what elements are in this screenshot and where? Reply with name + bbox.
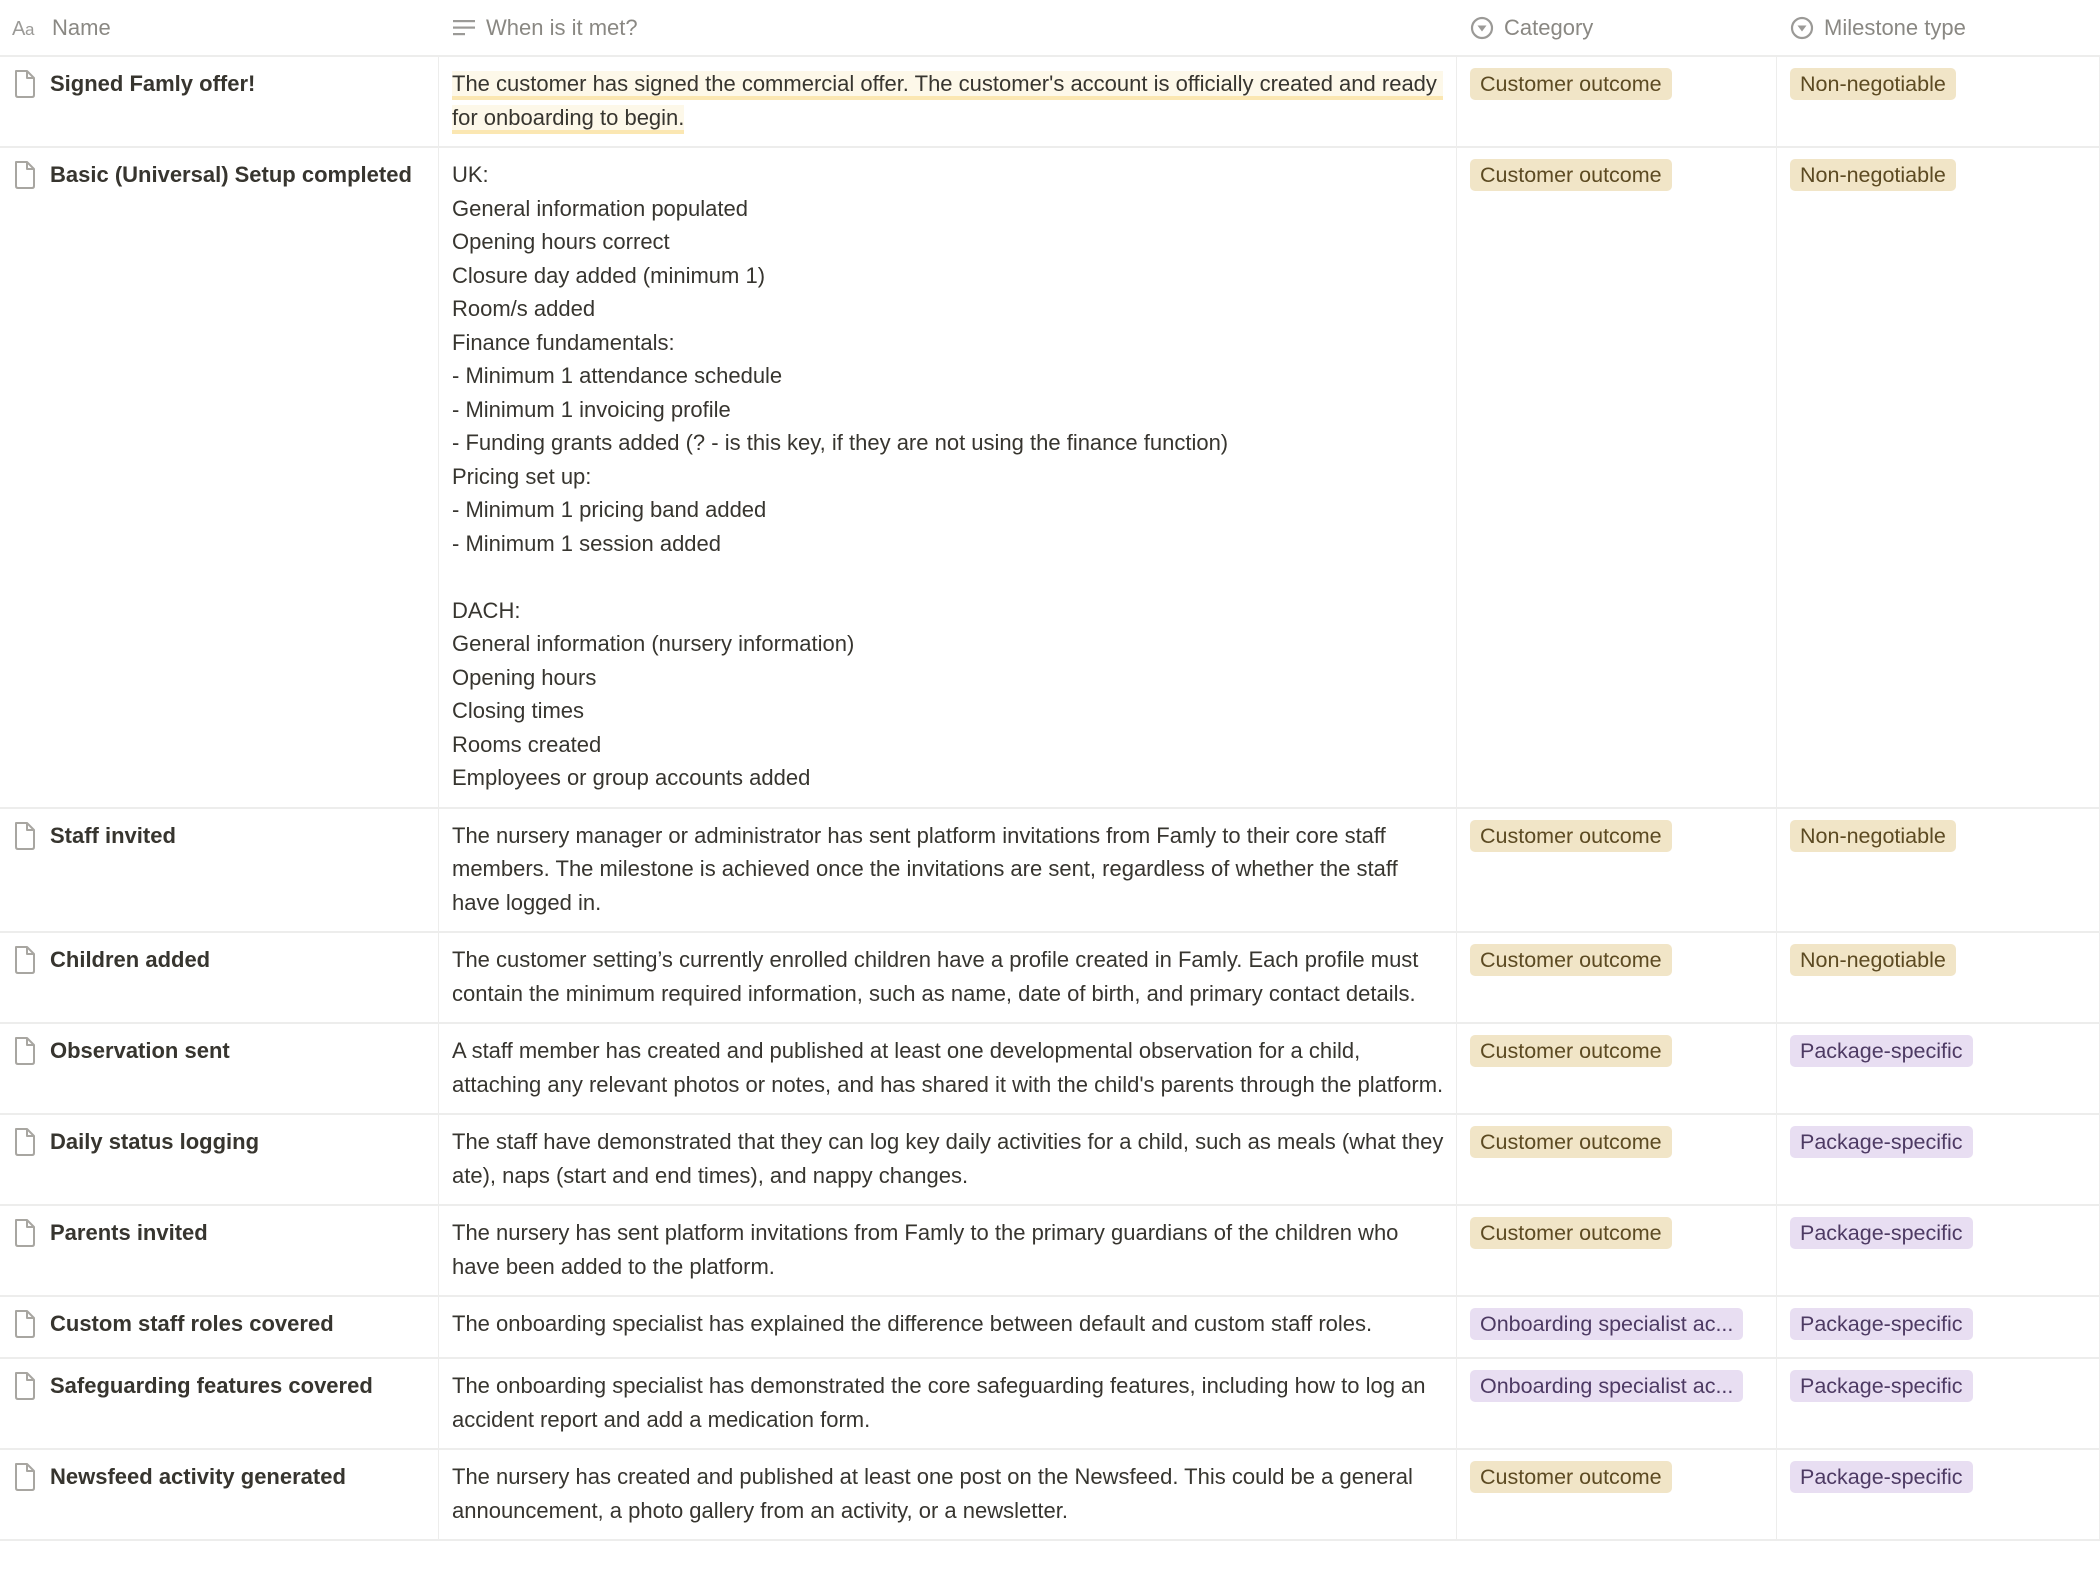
table-row[interactable] (0, 933, 2100, 1024)
page-icon (12, 1309, 38, 1339)
category-tag[interactable]: Onboarding specialist ac... (1470, 1308, 1743, 1340)
column-header-label: When is it met? (486, 14, 638, 40)
column-header-milestone-type[interactable] (1777, 0, 2100, 56)
when-cell[interactable] (439, 1297, 1457, 1357)
row-name[interactable]: Parents invited (50, 1220, 208, 1245)
milestone-type-cell[interactable] (1777, 1359, 2100, 1448)
name-cell[interactable] (0, 933, 439, 1022)
category-cell[interactable] (1457, 1024, 1777, 1113)
category-tag[interactable]: Customer outcome (1470, 159, 1672, 191)
name-cell[interactable] (0, 1450, 439, 1539)
row-when-text: UK: General information populated Opening hours correct Closure day added (minimum 1) Room/s added Finance fundamentals: - Minimum 1 attendance schedule - Minimum 1 invoicing profile - Funding grants added (? - is this key, if they are not using the finance function) Pricing set up: - Minimum 1 pricing band added - Minimum 1 session added DACH: General information (nursery information) Opening hours Closing times Rooms created Employees or group accounts added (452, 162, 1229, 790)
category-cell[interactable] (1457, 809, 1777, 932)
milestone-type-cell[interactable] (1777, 809, 2100, 932)
category-cell[interactable] (1457, 933, 1777, 1022)
table-row[interactable] (0, 148, 2100, 809)
table-row[interactable] (0, 1024, 2100, 1115)
milestone-type-cell[interactable] (1777, 1297, 2100, 1357)
milestone-type-tag[interactable]: Package-specific (1790, 1217, 1973, 1249)
category-tag[interactable]: Customer outcome (1470, 820, 1672, 852)
text-type-icon (12, 18, 42, 38)
name-cell[interactable] (0, 57, 439, 146)
page-icon (12, 160, 38, 190)
name-cell[interactable] (0, 1024, 439, 1113)
when-cell[interactable] (439, 933, 1457, 1022)
when-cell[interactable] (439, 1115, 1457, 1204)
milestone-type-tag[interactable]: Non-negotiable (1790, 68, 1956, 100)
row-name[interactable]: Safeguarding features covered (50, 1373, 373, 1398)
page-icon (12, 69, 38, 99)
milestone-type-tag[interactable]: Package-specific (1790, 1308, 1973, 1340)
text-lines-icon (452, 18, 476, 38)
table-body (0, 57, 2100, 1541)
table-row[interactable] (0, 1359, 2100, 1450)
table-row[interactable] (0, 1450, 2100, 1541)
category-tag[interactable]: Customer outcome (1470, 1217, 1672, 1249)
when-cell[interactable] (439, 148, 1457, 807)
column-header-label: Milestone type (1824, 14, 1966, 40)
category-tag[interactable]: Onboarding specialist ac... (1470, 1370, 1743, 1402)
milestone-type-cell[interactable] (1777, 1206, 2100, 1295)
row-when-text: The customer setting’s currently enrolled children have a profile created in Famly. Each profile must contain the minimum required information, such as name, date of birth, and primary contact details. (452, 947, 1425, 1006)
name-cell[interactable] (0, 1115, 439, 1204)
milestone-type-cell[interactable] (1777, 1024, 2100, 1113)
name-cell[interactable] (0, 809, 439, 932)
row-name[interactable]: Custom staff roles covered (50, 1311, 334, 1336)
page-icon (12, 1036, 38, 1066)
table-row[interactable] (0, 57, 2100, 148)
row-name[interactable]: Observation sent (50, 1038, 230, 1063)
when-cell[interactable] (439, 809, 1457, 932)
category-tag[interactable]: Customer outcome (1470, 944, 1672, 976)
row-name[interactable]: Signed Famly offer! (50, 71, 256, 96)
name-cell[interactable] (0, 1297, 439, 1357)
category-cell[interactable] (1457, 1450, 1777, 1539)
name-cell[interactable] (0, 1206, 439, 1295)
table-row[interactable] (0, 1297, 2100, 1359)
when-cell[interactable] (439, 1206, 1457, 1295)
page-icon (12, 1371, 38, 1401)
milestone-type-cell[interactable] (1777, 1450, 2100, 1539)
row-name[interactable]: Daily status logging (50, 1129, 260, 1154)
milestone-type-tag[interactable]: Non-negotiable (1790, 944, 1956, 976)
category-tag[interactable]: Customer outcome (1470, 1461, 1672, 1493)
category-cell[interactable] (1457, 57, 1777, 146)
table-row[interactable] (0, 809, 2100, 934)
page-icon (12, 1127, 38, 1157)
category-cell[interactable] (1457, 1206, 1777, 1295)
row-when-text: The customer has signed the commercial offer. The customer's account is officially created and ready for onboarding to begin. (452, 71, 1443, 134)
row-when-text: The staff have demonstrated that they can log key daily activities for a child, such as meals (what they ate), naps (start and end times), and nappy changes. (452, 1129, 1450, 1188)
column-header-label: Category (1504, 14, 1594, 40)
category-cell[interactable] (1457, 1359, 1777, 1448)
table-header (0, 0, 2100, 57)
name-cell[interactable] (0, 148, 439, 807)
row-when-text: A staff member has created and published at least one developmental observation for a child, attaching any relevant photos or notes, and has shared it with the child's parents through the platform. (452, 1038, 1444, 1097)
milestone-type-tag[interactable]: Package-specific (1790, 1370, 1973, 1402)
page-icon (12, 1218, 38, 1248)
svg-text:a: a (25, 19, 35, 38)
column-header-name[interactable] (0, 0, 439, 56)
row-name[interactable]: Staff invited (50, 822, 176, 848)
category-tag[interactable]: Customer outcome (1470, 68, 1672, 100)
category-cell[interactable] (1457, 1297, 1777, 1357)
column-header-category[interactable] (1457, 0, 1777, 56)
milestone-type-tag[interactable]: Package-specific (1790, 1035, 1973, 1067)
row-when-text: The onboarding specialist has explained the difference between default and custom staff roles. (452, 1311, 1373, 1336)
when-cell[interactable] (439, 1024, 1457, 1113)
milestone-type-tag[interactable]: Non-negotiable (1790, 820, 1956, 852)
table-row[interactable] (0, 1115, 2100, 1206)
table-row[interactable] (0, 1206, 2100, 1297)
row-when-text: The nursery has sent platform invitations from Famly to the primary guardians of the children who have been added to the platform. (452, 1220, 1405, 1279)
row-name[interactable]: Children added (50, 947, 211, 972)
column-header-when[interactable] (439, 0, 1457, 56)
when-cell[interactable] (439, 1450, 1457, 1539)
milestone-type-cell[interactable] (1777, 148, 2100, 807)
select-icon (1470, 16, 1494, 40)
milestone-type-tag[interactable]: Package-specific (1790, 1126, 1973, 1158)
row-name[interactable]: Newsfeed activity generated (50, 1464, 346, 1489)
milestone-type-tag[interactable]: Package-specific (1790, 1461, 1973, 1493)
category-tag[interactable]: Customer outcome (1470, 1126, 1672, 1158)
select-icon (1790, 16, 1814, 40)
row-when-text: The onboarding specialist has demonstrated the core safeguarding features, including how to log an accident report and add a medication form. (452, 1373, 1432, 1432)
category-cell[interactable] (1457, 1115, 1777, 1204)
name-cell[interactable] (0, 1359, 439, 1448)
column-header-label: Name (52, 14, 111, 40)
page-icon (12, 821, 38, 851)
page-icon (12, 945, 38, 975)
page-icon (12, 1462, 38, 1492)
when-cell[interactable] (439, 57, 1457, 146)
row-when-text: The nursery has created and published at least one post on the Newsfeed. This could be a general announcement, a photo gallery from an activity, or a newsletter. (452, 1464, 1420, 1523)
milestone-type-cell[interactable] (1777, 1115, 2100, 1204)
category-tag[interactable]: Customer outcome (1470, 1035, 1672, 1067)
milestone-type-tag[interactable]: Non-negotiable (1790, 159, 1956, 191)
row-name[interactable]: Basic (Universal) Setup completed (50, 162, 412, 187)
category-cell[interactable] (1457, 148, 1777, 807)
milestone-type-cell[interactable] (1777, 57, 2100, 146)
row-when-text: The nursery manager or administrator has sent platform invitations from Famly to their core staff members. The milestone is achieved once the invitations are sent, regardless of whether the staff have logged in. (452, 822, 1404, 915)
svg-text:A: A (12, 17, 26, 38)
when-cell[interactable] (439, 1359, 1457, 1448)
milestone-type-cell[interactable] (1777, 933, 2100, 1022)
